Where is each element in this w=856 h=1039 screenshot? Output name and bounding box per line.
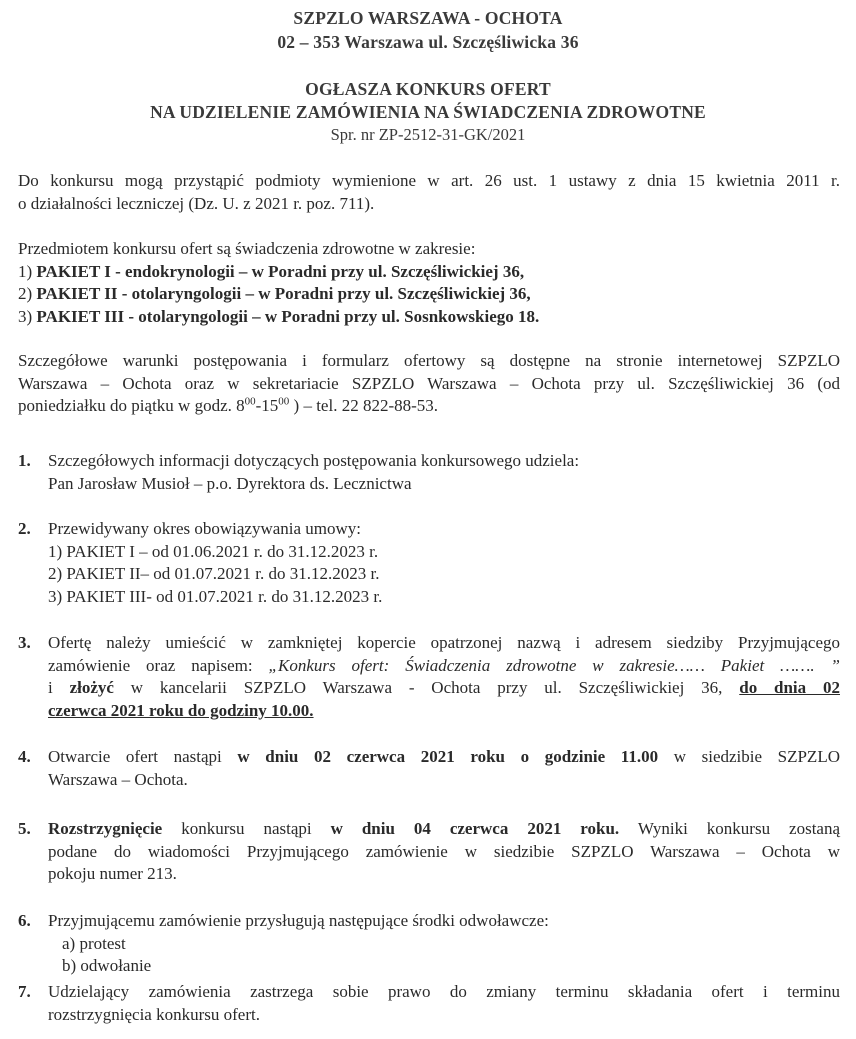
point-number: 3.	[18, 633, 31, 652]
point-2-line-1: Przewidywany okres obowiązywania umowy:	[48, 519, 362, 538]
reference-number: Spr. nr ZP-2512-31-GK/2021	[330, 125, 526, 144]
resolution-text: konkursu nastąpi	[162, 819, 331, 838]
point-number: 2.	[18, 519, 31, 538]
hours-end-minutes: 00	[278, 395, 290, 408]
point-3-line-3	[48, 677, 840, 700]
contract-period-item: 3) PAKIET III- od 01.07.2021 r. do 31.12.2023 r.	[48, 586, 383, 606]
subject-item-text: PAKIET I - endokrynologii – w Poradni przy ul. Szczęśliwickiej 36,	[36, 261, 525, 281]
point-4	[48, 746, 840, 791]
point-5	[48, 818, 840, 886]
point-3	[48, 632, 840, 722]
opening-text: Otwarcie ofert nastąpi	[48, 747, 238, 766]
point-5-line-2: podane do wiadomości Przyjmującego zamówienie w siedzibie SZPZLO Warszawa – Ochota w	[48, 841, 840, 861]
point-3-place: w kancelarii SZPZLO Warszawa - Ochota przy ul. Szczęśliwickiej 36,	[113, 678, 740, 698]
org-name: SZPZLO WARSZAWA - OCHOTA	[293, 8, 563, 28]
subject-item-number: 3)	[18, 306, 33, 326]
point-4-line-2: Warszawa – Ochota.	[48, 769, 188, 789]
contract-period-item: 2) PAKIET II– od 01.07.2021 r. do 31.12.2023 r.	[48, 564, 380, 584]
point-4-line-1	[48, 746, 840, 769]
point-3-conj: i	[48, 678, 70, 698]
point-5-line-3: pokoju numer 213.	[48, 864, 177, 884]
announcement-title-1: OGŁASZA KONKURS OFERT	[305, 79, 551, 99]
subject-item-text: PAKIET III - otolaryngologii – w Poradni przy ul. Sosnkowskiego 18.	[36, 306, 540, 326]
org-address: 02 – 353 Warszawa ul. Szczęśliwicka 36	[277, 32, 579, 52]
point-1-line-1: Szczegółowych informacji dotyczących postępowania konkursowego udziela:	[48, 451, 580, 470]
contract-period-item: 1) PAKIET I – od 01.06.2021 r. do 31.12.2023 r.	[48, 541, 379, 561]
subject-item	[18, 283, 840, 306]
point-number: 6.	[18, 911, 31, 930]
point-number: 7.	[18, 982, 31, 1001]
appeal-option: b) odwołanie	[62, 956, 152, 976]
point-7	[48, 981, 840, 1026]
submit-verb: złożyć	[69, 678, 114, 698]
envelope-inscription: „Konkurs ofert: Świadczenia zdrowotne w zakresie…… Pakiet ……. ”	[268, 655, 840, 675]
point-6	[48, 910, 840, 978]
point-number: 5.	[18, 819, 31, 838]
point-3-line-4	[48, 700, 840, 723]
point-number: 4.	[18, 747, 31, 766]
subject-section	[18, 238, 840, 328]
details-hours-text: poniedziałku do piątku w godz. 8	[18, 396, 245, 416]
resolution-date: w dniu 04 czerwca 2021 roku.	[330, 819, 620, 838]
subject-item-number: 2)	[18, 284, 33, 304]
point-6-line-1: Przyjmującemu zamówienie przysługują następujące środki odwoławcze:	[48, 911, 549, 930]
point-3-line-1: Ofertę należy umieścić w zamkniętej kopercie opatrzonej nazwą i adresem siedziby Przyjmującego	[48, 633, 840, 652]
point-1	[48, 450, 840, 495]
resolution-label: Rozstrzygnięcie	[48, 819, 163, 838]
details-line-3	[18, 395, 840, 418]
subject-heading: Przedmiotem konkursu ofert są świadczenia zdrowotne w zakresie:	[18, 239, 476, 258]
point-number: 1.	[18, 451, 31, 470]
subject-item-number: 1)	[18, 261, 33, 281]
details-paragraph	[18, 350, 840, 418]
announcement-title-2: NA UDZIELENIE ZAMÓWIENIA NA ŚWIADCZENIA ZDROWOTNE	[150, 102, 706, 122]
hours-start-minutes: 00	[244, 395, 256, 408]
point-3-line-2	[48, 655, 840, 678]
details-line-1: Szczegółowe warunki postępowania i formularz ofertowy są dostępne na stronie internetowej SZPZLO	[18, 351, 840, 370]
deadline-start: do dnia 02	[739, 678, 840, 698]
phone-text: ) – tel. 22 822-88-53.	[289, 396, 439, 416]
point-3-label-text: zamówienie oraz napisem:	[48, 655, 269, 675]
intro-paragraph	[18, 170, 840, 215]
subject-item	[18, 261, 840, 284]
opening-place: w siedzibie SZPZLO	[658, 747, 840, 766]
deadline-end: czerwca 2021 roku do godziny 10.00.	[48, 700, 314, 720]
point-5-line-1	[48, 818, 840, 841]
point-2	[48, 518, 840, 608]
subject-item	[18, 306, 840, 329]
intro-line-2: o działalności leczniczej (Dz. U. z 2021 r. poz. 711).	[18, 193, 375, 213]
hours-end: -15	[255, 396, 279, 416]
opening-date: w dniu 02 czerwca 2021 roku o godzinie 11.00	[237, 747, 659, 766]
subject-item-text: PAKIET II - otolaryngologii – w Poradni przy ul. Szczęśliwickiej 36,	[36, 284, 531, 304]
intro-line-1: Do konkursu mogą przystąpić podmioty wymienione w art. 26 ust. 1 ustawy z dnia 15 kwietnia 2011 r.	[18, 171, 840, 190]
point-7-line-1: Udzielający zamówienia zastrzega sobie prawo do zmiany terminu składania ofert i terminu	[48, 982, 840, 1001]
point-7-line-2: rozstrzygnięcia konkursu ofert.	[48, 1004, 260, 1024]
results-text: Wyniki konkursu zostaną	[619, 819, 841, 838]
point-1-line-2: Pan Jarosław Musioł – p.o. Dyrektora ds. Lecznictwa	[48, 473, 412, 493]
details-line-2: Warszawa – Ochota oraz w sekretariacie SZPZLO Warszawa – Ochota przy ul. Szczęśliwickiej 36 (od	[18, 373, 840, 393]
appeal-option: a) protest	[62, 933, 126, 953]
